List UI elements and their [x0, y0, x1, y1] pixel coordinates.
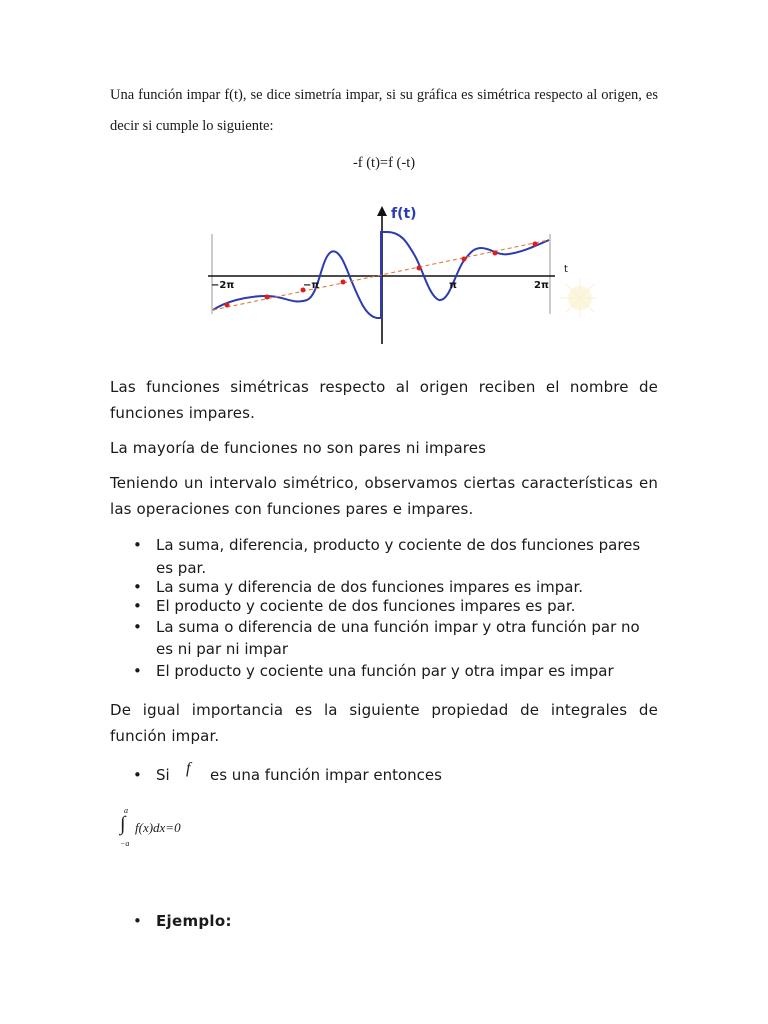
point-4: [341, 280, 346, 285]
paragraph-odd-definition: Las funciones simétricas respecto al origen reciben el nombre de funciones impares.: [110, 378, 658, 422]
sunburst-decoration: [560, 278, 595, 318]
list-item: [110, 532, 670, 578]
bullet-dot: •: [133, 662, 142, 680]
paragraph-symmetric-interval: Teniendo un intervalo simétrico, observamos ciertas características en las operaciones con funciones pares e impares.: [110, 474, 658, 518]
bullet-dot: •: [133, 578, 142, 596]
integral-body: f(x)dx=0: [135, 820, 181, 835]
point-1: [225, 303, 230, 308]
f-axis-arrow: [377, 206, 387, 216]
list-item: [110, 616, 670, 660]
si-bullet: [133, 760, 442, 785]
point-8: [533, 242, 538, 247]
ejemplo-label: Ejemplo:: [156, 912, 232, 930]
integral-upper-limit: a: [124, 806, 128, 815]
tick-label-neg-2pi: −2π: [211, 280, 235, 291]
point-7: [493, 251, 498, 256]
point-2: [265, 295, 270, 300]
integral-sign: ∫: [120, 813, 126, 835]
list-item-text: La suma, diferencia, producto y cociente de dos funciones pares: [156, 536, 641, 554]
ejemplo-bullet: [133, 911, 232, 931]
bullet-dot: •: [133, 912, 142, 930]
bullet-dot: •: [133, 597, 142, 615]
si-rest: es una función impar entonces: [210, 766, 442, 784]
bullet-dot: •: [133, 618, 142, 636]
list-item: [110, 597, 670, 616]
x-axis-label: t: [564, 264, 568, 275]
point-6: [462, 257, 467, 262]
tick-label-neg-pi: −π: [303, 280, 320, 291]
bullet-dot: •: [133, 536, 142, 554]
list-item-text-cont: es par.: [156, 559, 207, 577]
list-item: [110, 660, 670, 682]
list-item-text: La suma y diferencia de dos funciones impares es impar.: [156, 578, 584, 596]
integral-lower-limit: −a: [120, 839, 130, 848]
tick-label-2pi: 2π: [534, 280, 549, 291]
list-item-text: El producto y cociente de dos funciones impares es par.: [156, 597, 576, 615]
integral-formula: [118, 806, 238, 850]
si-word: Si: [156, 766, 170, 784]
tick-label-pi: π: [449, 280, 457, 291]
list-item: [110, 578, 670, 597]
intro-paragraph: Una función impar f(t), se dice simetría impar, si su gráfica es simétrica respecto al origen, es decir si cumple lo siguiente:: [110, 87, 658, 134]
paragraph-most-functions: La mayoría de funciones no son pares ni impares: [110, 439, 487, 457]
odd-function-graph: [205, 198, 595, 350]
list-item-text: La suma o diferencia de una función impar y otra función par no: [156, 618, 640, 636]
list-item-text: El producto y cociente una función par y otra impar es impar: [156, 662, 614, 680]
odd-function-figure: [205, 198, 595, 350]
point-5: [417, 266, 422, 271]
odd-function-equation: -f (t)=f (-t): [352, 155, 416, 171]
f-symbol: f: [186, 760, 191, 777]
properties-list: [110, 532, 670, 682]
bullet-dot: •: [133, 766, 142, 784]
y-axis-label: f(t): [391, 206, 417, 222]
paragraph-integral-property: De igual importancia es la siguiente propiedad de integrales de función impar.: [110, 701, 658, 745]
list-item-text-cont: es ni par ni impar: [156, 640, 289, 658]
